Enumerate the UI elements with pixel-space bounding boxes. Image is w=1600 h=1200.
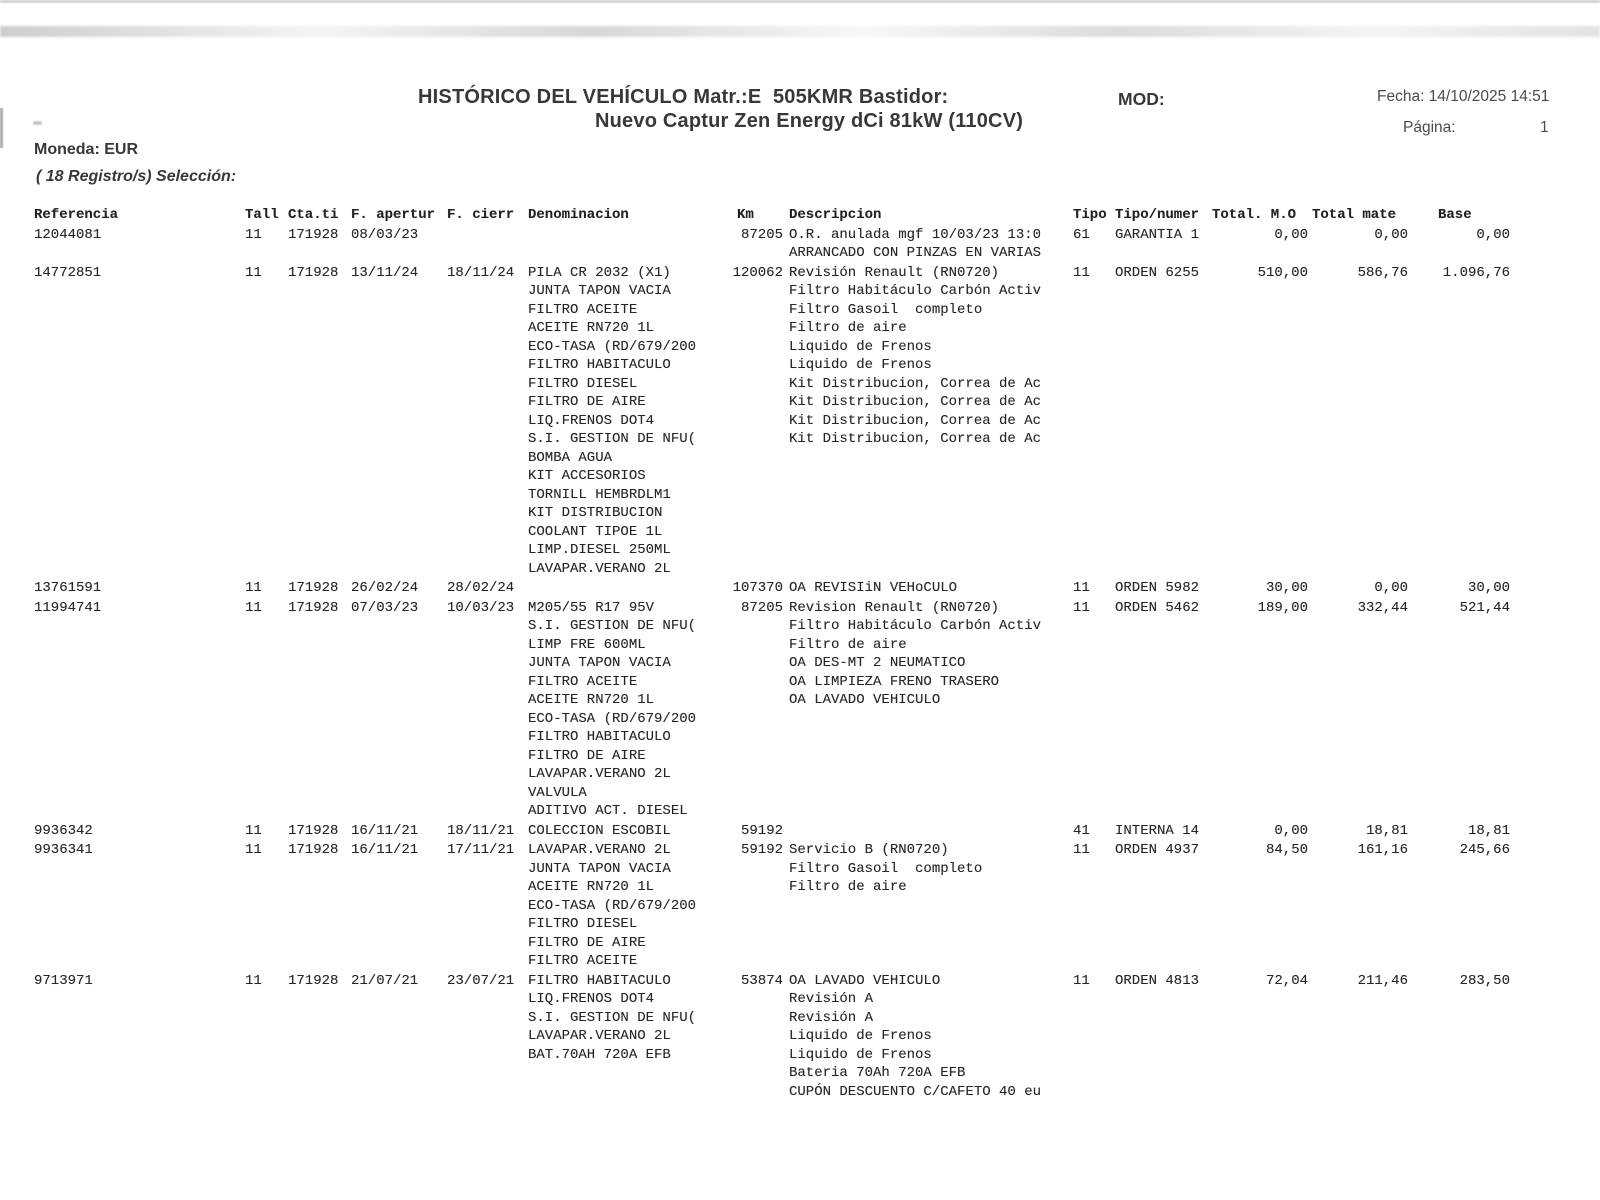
- cell-tipo_numer: INTERNA 14: [1115, 822, 1200, 839]
- column-header-referencia: Referencia: [34, 207, 119, 223]
- cell-ctati: 171928: [288, 226, 339, 243]
- cell-referencia: 9936342: [34, 822, 93, 839]
- column-header-f_apertur: F. apertur: [351, 207, 436, 223]
- fecha-text: Fecha: 14/10/2025 14:51: [1377, 88, 1550, 105]
- column-header-tipo: Tipo: [1073, 207, 1107, 223]
- mod-label: MOD:: [1118, 89, 1165, 109]
- scan-artifact-dot: [33, 121, 42, 125]
- cell-base: 283,50: [1459, 972, 1510, 989]
- cell-km: 107370: [732, 580, 783, 596]
- cell-km: 87205: [740, 226, 783, 243]
- cell-ctati: 171928: [288, 972, 339, 989]
- cell-base: 18,81: [1467, 822, 1510, 839]
- cell-descripcion: O.R. anulada mgf 10/03/23 13:0 ARRANCADO CON PINZAS EN VARIAS: [789, 226, 1042, 261]
- cell-tall: 11: [245, 580, 262, 596]
- page-title: HISTÓRICO DEL VEHÍCULO Matr.:E 505KMR Bastidor:: [418, 86, 949, 108]
- pagina-value: 1: [1540, 119, 1549, 136]
- cell-ctati: 171928: [288, 580, 339, 596]
- cell-total_mo: 0,00: [1274, 226, 1308, 243]
- cell-tall: 11: [245, 226, 262, 243]
- cell-base: 521,44: [1459, 599, 1510, 616]
- cell-f_cierr: 28/02/24: [447, 580, 515, 596]
- column-header-total_mo: Total. M.O: [1212, 207, 1297, 223]
- cell-tipo: 61: [1073, 226, 1090, 243]
- cell-tipo: 11: [1073, 599, 1090, 616]
- cell-f_cierr: 17/11/21: [447, 842, 515, 858]
- column-header-total_mate: Total mate: [1312, 207, 1397, 223]
- table-row: [0, 972, 1600, 1102]
- cell-denominacion: PILA CR 2032 (X1) JUNTA TAPON VACIA FILTRO ACEITE ACEITE RN720 1L ECO-TASA (RD/679/200 FILTRO HABITACULO FILTRO DIESEL FILTRO DE AIRE LIQ.FRENOS DOT4 S.I. GESTION DE NFU( BOMBA AGUA KIT ACCESORIOS TORNILL HEMBRDLM1 KIT DISTRIBUCION COOLANT TIPOE 1L LIMP.DIESEL 250ML LAVAPAR.VERANO 2L: [528, 264, 697, 577]
- cell-ctati: 171928: [288, 599, 339, 616]
- cell-total_mo: 72,04: [1265, 972, 1308, 989]
- cell-referencia: 9936341: [34, 842, 93, 858]
- table-row: [0, 579, 1600, 598]
- cell-denominacion: M205/55 R17 95V S.I. GESTION DE NFU( LIMP FRE 600ML JUNTA TAPON VACIA FILTRO ACEITE ACEITE RN720 1L ECO-TASA (RD/679/200 FILTRO HABITACULO FILTRO DE AIRE LAVAPAR.VERANO 2L VALVULA ADITIVO ACT. DIESEL: [528, 599, 697, 819]
- cell-tall: 11: [245, 822, 262, 839]
- cell-total_mo: 30,00: [1265, 580, 1308, 596]
- cell-tipo_numer: ORDEN 4813: [1115, 972, 1200, 989]
- cell-base: 30,00: [1467, 580, 1510, 596]
- history-table: [0, 206, 1600, 1101]
- column-header-descripcion: Descripcion: [789, 207, 882, 223]
- cell-total_mate: 332,44: [1357, 599, 1408, 616]
- cell-total_mo: 189,00: [1257, 599, 1308, 616]
- cell-tall: 11: [245, 842, 262, 858]
- cell-km: 87205: [740, 599, 783, 616]
- cell-tipo_numer: ORDEN 4937: [1115, 842, 1200, 858]
- cell-descripcion: OA LAVADO VEHICULO Revisión A Revisión A Liquido de Frenos Liquido de Frenos Bateria 70Ah 720A EFB CUPÓN DESCUENTO C/CAFETO 40 eu: [789, 972, 1042, 1100]
- cell-f_apertur: 07/03/23: [351, 599, 419, 616]
- cell-tipo: 41: [1073, 822, 1090, 839]
- cell-descripcion: Revision Renault (RN0720) Filtro Habitáculo Carbón Activ Filtro de aire OA DES-MT 2 NEUMATICO OA LIMPIEZA FRENO TRASERO OA LAVADO VEHICULO: [789, 599, 1042, 708]
- table-row: [0, 264, 1600, 579]
- cell-tall: 11: [245, 264, 262, 281]
- cell-f_cierr: 10/03/23: [447, 599, 515, 616]
- cell-tipo_numer: ORDEN 5982: [1115, 580, 1200, 596]
- column-header-f_cierr: F. cierr: [447, 207, 515, 223]
- cell-f_apertur: 08/03/23: [351, 226, 419, 243]
- cell-ctati: 171928: [288, 842, 339, 858]
- cell-tipo_numer: ORDEN 5462: [1115, 599, 1200, 616]
- cell-denominacion: COLECCION ESCOBIL: [528, 822, 671, 839]
- cell-tipo: 11: [1073, 580, 1090, 596]
- scan-artifact-top-line: [0, 0, 1600, 3]
- cell-total_mate: 18,81: [1365, 822, 1408, 839]
- cell-km: 59192: [740, 822, 783, 839]
- cell-ctati: 171928: [288, 822, 339, 839]
- column-header-ctati: Cta.ti: [288, 207, 339, 223]
- table-header: [0, 206, 1600, 225]
- cell-f_apertur: 21/07/21: [351, 972, 419, 989]
- column-header-tall: Tall: [245, 207, 279, 223]
- table-row: [0, 599, 1600, 821]
- cell-referencia: 13761591: [34, 580, 102, 596]
- cell-tall: 11: [245, 972, 262, 989]
- cell-f_apertur: 16/11/21: [351, 822, 419, 839]
- cell-base: 245,66: [1459, 842, 1510, 858]
- cell-total_mo: 84,50: [1265, 842, 1308, 858]
- moneda-text: Moneda: EUR: [34, 141, 138, 158]
- pagina-label: Página:: [1403, 119, 1456, 136]
- cell-km: 53874: [740, 972, 783, 989]
- cell-tipo: 11: [1073, 264, 1090, 281]
- table-row: [0, 841, 1600, 971]
- cell-descripcion: Revisión Renault (RN0720) Filtro Habitáculo Carbón Activ Filtro Gasoil completo Filtro de aire Liquido de Frenos Liquido de Frenos Kit Distribucion, Correa de Ac Kit Distribucion, Correa de Ac Kit Distribucion, Correa de Ac Kit Distribucion, Correa de Ac: [789, 264, 1042, 447]
- cell-base: 1.096,76: [1442, 264, 1510, 281]
- cell-total_mate: 211,46: [1357, 972, 1408, 989]
- cell-tipo: 11: [1073, 972, 1090, 989]
- cell-km: 59192: [740, 842, 783, 858]
- scan-artifact-left-edge: [0, 108, 3, 148]
- cell-tipo_numer: GARANTIA 1: [1115, 226, 1200, 243]
- page-subtitle: Nuevo Captur Zen Energy dCi 81kW (110CV): [595, 110, 1024, 132]
- cell-f_cierr: 18/11/24: [447, 264, 515, 281]
- cell-tipo_numer: ORDEN 6255: [1115, 264, 1200, 281]
- cell-total_mo: 510,00: [1257, 264, 1308, 281]
- cell-f_apertur: 16/11/21: [351, 842, 419, 858]
- cell-km: 120062: [732, 264, 783, 281]
- cell-descripcion: Servicio B (RN0720) Filtro Gasoil completo Filtro de aire: [789, 842, 983, 895]
- table-body: [0, 206, 1600, 1101]
- cell-denominacion: FILTRO HABITACULO LIQ.FRENOS DOT4 S.I. GESTION DE NFU( LAVAPAR.VERANO 2L BAT.70AH 720A EFB: [528, 972, 697, 1063]
- column-header-base: Base: [1438, 207, 1472, 223]
- cell-descripcion: OA REVISIiN VEHoCULO: [789, 580, 958, 596]
- cell-tipo: 11: [1073, 842, 1090, 858]
- cell-total_mate: 586,76: [1357, 264, 1408, 281]
- cell-base: 0,00: [1476, 226, 1510, 243]
- column-header-denominacion: Denominacion: [528, 207, 629, 223]
- cell-f_cierr: 18/11/21: [447, 822, 515, 839]
- cell-total_mate: 0,00: [1374, 580, 1408, 596]
- cell-total_mate: 161,16: [1357, 842, 1408, 858]
- seleccion-text: ( 18 Registro/s) Selección:: [36, 168, 237, 185]
- cell-total_mo: 0,00: [1274, 822, 1308, 839]
- scan-artifact-band: [0, 26, 1600, 37]
- cell-f_apertur: 26/02/24: [351, 580, 419, 596]
- cell-referencia: 12044081: [34, 226, 102, 243]
- cell-referencia: 11994741: [34, 599, 102, 616]
- cell-referencia: 9713971: [34, 972, 93, 989]
- cell-referencia: 14772851: [34, 264, 102, 281]
- column-header-tipo_numer: Tipo/numer: [1115, 207, 1200, 223]
- table-row: [0, 822, 1600, 841]
- cell-total_mate: 0,00: [1374, 226, 1408, 243]
- cell-tall: 11: [245, 599, 262, 616]
- cell-f_apertur: 13/11/24: [351, 264, 419, 281]
- cell-ctati: 171928: [288, 264, 339, 281]
- cell-f_cierr: 23/07/21: [447, 972, 515, 989]
- table-row: [0, 226, 1600, 263]
- column-header-km: Km: [737, 207, 754, 223]
- cell-denominacion: LAVAPAR.VERANO 2L JUNTA TAPON VACIA ACEITE RN720 1L ECO-TASA (RD/679/200 FILTRO DIESEL FILTRO DE AIRE FILTRO ACEITE: [528, 842, 697, 969]
